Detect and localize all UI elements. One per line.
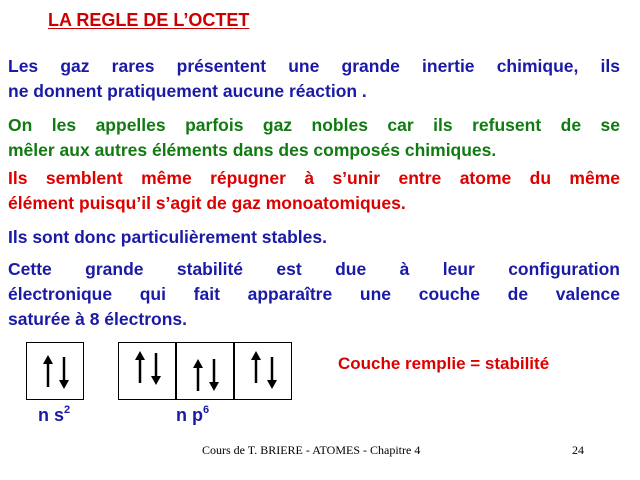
stability-note: Couche remplie = stabilité [338, 354, 550, 373]
paragraph-line: Ils semblent même répugner à s’unir entre atome du même [8, 168, 620, 188]
p-orbital-label: n $p^6$ [176, 404, 210, 425]
spin-pair-icon [177, 343, 235, 401]
p-orbital-box [234, 342, 292, 400]
p-orbital-box [176, 342, 234, 400]
paragraph-noble-gases [8, 113, 620, 163]
footer-course: Cours de T. BRIERE - ATOMES - Chapitre 4 [202, 443, 421, 457]
page-title: LA REGLE DE L’OCTET [48, 10, 250, 30]
paragraph-line: saturée à 8 électrons. [8, 309, 187, 329]
paragraph-line: électronique qui fait apparaître une couche de valence [8, 284, 620, 304]
s-orbital-label: n $s^2$ [38, 404, 71, 425]
paragraph-line: Les gaz rares présentent une grande inertie chimique, ils [8, 56, 620, 76]
s-orbital-box [26, 342, 84, 400]
paragraph-configuration [8, 257, 620, 332]
paragraph-line: élément puisqu’il s’agit de gaz monoatomiques. [8, 193, 406, 213]
paragraph-stable [8, 225, 620, 250]
spin-pair-icon [119, 343, 177, 401]
page-number: 24 [572, 443, 584, 457]
spin-pair-icon [27, 343, 85, 401]
paragraph-line: On les appelles parfois gaz nobles car ils refusent de se [8, 115, 620, 135]
paragraph-inertia [8, 54, 620, 104]
paragraph-monoatomic [8, 166, 620, 216]
paragraph-line: mêler aux autres éléments dans des composés chimiques. [8, 140, 497, 160]
paragraph-line: Ils sont donc particulièrement stables. [8, 227, 327, 247]
paragraph-line: ne donnent pratiquement aucune réaction . [8, 81, 367, 101]
spin-pair-icon [235, 343, 293, 401]
p-orbital-box [118, 342, 176, 400]
paragraph-line: Cette grande stabilité est due à leur configuration [8, 259, 620, 279]
